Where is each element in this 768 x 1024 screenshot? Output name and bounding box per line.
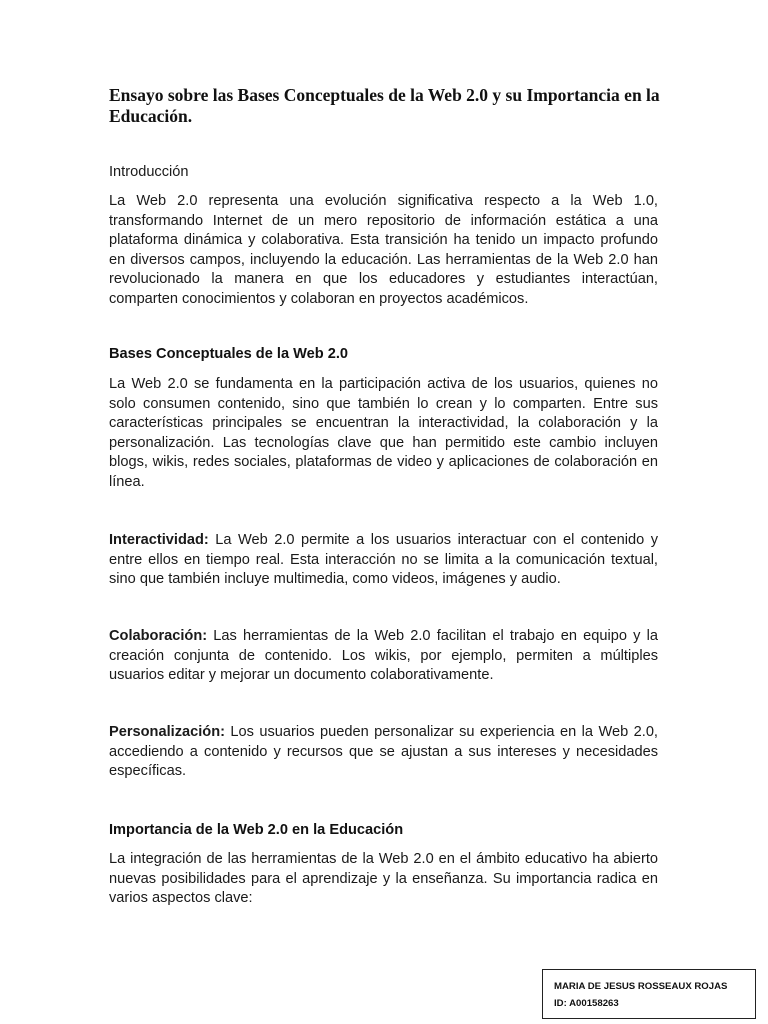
importancia-paragraph: La integración de las herramientas de la Web 2.0 en el ámbito educativo ha abierto nuevas posibilidades para el aprendizaje y la enseñanza. Su importancia radica en varios aspectos clave: bbox=[109, 851, 658, 906]
colaboracion-term: Colaboración: bbox=[109, 628, 208, 644]
personalizacion-text: Los usuarios pueden personalizar su experiencia en la Web 2.0, accediendo a contenido y recursos que se ajustan a sus intereses y necesidades específicas. bbox=[109, 724, 658, 779]
colaboracion-paragraph bbox=[109, 627, 658, 686]
interactividad-term: Interactividad: bbox=[109, 532, 209, 548]
bases-heading: Bases Conceptuales de la Web 2.0 bbox=[109, 346, 349, 362]
document-title: Ensayo sobre las Bases Conceptuales de la Web 2.0 y su Importancia en la Educación. bbox=[109, 85, 660, 126]
colaboracion-text: Las herramientas de la Web 2.0 facilitan el trabajo en equipo y la creación conjunta de contenido. Los wikis, por ejemplo, permiten a múltiples usuarios editar y mejorar un documento colaborativamente. bbox=[109, 628, 658, 683]
personalizacion-term: Personalización: bbox=[109, 724, 225, 740]
bases-paragraph: La Web 2.0 se fundamenta en la participación activa de los usuarios, quienes no solo consumen contenido, sino que también lo crean y lo comparten. Entre sus características principales se encuentran la interactividad, la colaboración y la personalización. Las tecnologías clave que han permitido este cambio incluyen blogs, wikis, redes sociales, plataformas de video y aplicaciones de colaboración en línea. bbox=[109, 376, 658, 490]
author-id: ID: A00158263 bbox=[554, 998, 619, 1009]
author-name: MARIA DE JESUS ROSSEAUX ROJAS bbox=[554, 981, 728, 992]
interactividad-text: La Web 2.0 permite a los usuarios interactuar con el contenido y entre ellos en tiempo real. Esta interacción no se limita a la comunicación textual, sino que también incluye multimedia, como videos, imágenes y audio. bbox=[109, 532, 658, 587]
importancia-heading: Importancia de la Web 2.0 en la Educación bbox=[109, 822, 404, 838]
intro-paragraph: La Web 2.0 representa una evolución significativa respecto a la Web 1.0, transformando Internet de un mero repositorio de información estática a una plataforma dinámica y colaborativa. Esta transición ha tenido un impacto profundo en diversos campos, incluyendo la educación. Las herramientas de la Web 2.0 han revolucionado la manera en que los educadores y estudiantes interactúan, comparten conocimientos y colaboran en proyectos académicos. bbox=[109, 193, 658, 307]
interactividad-paragraph bbox=[109, 531, 658, 590]
personalizacion-paragraph bbox=[109, 723, 658, 782]
intro-heading: Introducción bbox=[109, 164, 189, 180]
author-id-box bbox=[542, 969, 756, 1019]
